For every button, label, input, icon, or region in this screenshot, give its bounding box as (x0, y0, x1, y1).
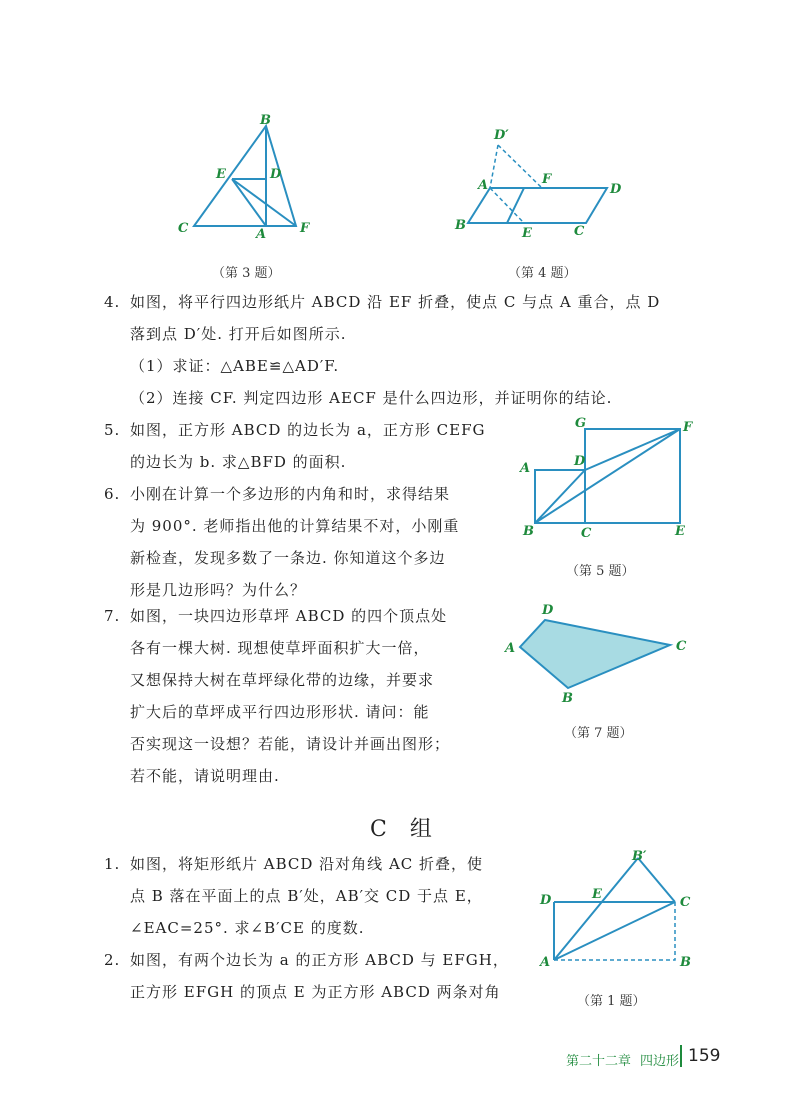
fig5-label-E: E (675, 524, 685, 539)
problem-4 (104, 286, 660, 414)
footer-chapter: 第二十二章 (566, 1054, 632, 1069)
fig7-label-D: D (542, 603, 554, 618)
fig4-label-B: B (455, 218, 466, 233)
fig3-label-D: D (270, 167, 282, 182)
problem-6 (104, 478, 459, 606)
problem-6-line2: 为 900°. 老师指出他的计算结果不对，小刚重 (130, 517, 460, 535)
problem-7-number: 7. (104, 607, 121, 625)
fig4-label-E: E (522, 226, 532, 241)
fig5-label-F: F (683, 420, 693, 435)
c-problem-2-number: 2. (104, 951, 121, 969)
footer-title: 四边形 (640, 1054, 680, 1069)
figure-3-diagram (170, 112, 320, 242)
fig3-label-C: C (178, 221, 189, 236)
fig5-label-G: G (575, 416, 587, 431)
problem-4-line1: 如图，将平行四边形纸片 ABCD 沿 EF 折叠，使点 C 与点 A 重合，点 D (130, 293, 661, 311)
figc1-label-B: B (680, 955, 691, 970)
fig5-label-B: B (523, 524, 534, 539)
figc1-label-D: D (540, 893, 552, 908)
fig4-label-Dprime: D′ (494, 128, 509, 143)
fig7-label-C: C (676, 639, 687, 654)
problem-7-line6: 若不能，请说明理由. (130, 767, 280, 785)
fig4-label-C: C (574, 224, 585, 239)
problem-7-line5: 否实现这一设想？若能，请设计并画出图形； (130, 735, 451, 753)
figure-c1-caption: （第 1 题） (577, 994, 646, 1009)
c-problem-2 (104, 944, 509, 1008)
c-problem-1-number: 1. (104, 855, 121, 873)
problem-5-line2: 的边长为 b. 求△BFD 的面积. (130, 453, 347, 471)
problem-5-number: 5. (104, 421, 121, 439)
c-problem-1-line1: 如图，将矩形纸片 ABCD 沿对角线 AC 折叠，使 (130, 855, 484, 873)
problem-5 (104, 414, 485, 478)
problem-7-line4: 扩大后的草坪成平行四边形形状. 请问：能 (130, 703, 430, 721)
figure-5-diagram (515, 415, 700, 540)
figc1-label-Bprime: B′ (632, 849, 647, 864)
figure-5-caption: （第 5 题） (566, 564, 635, 579)
figure-7-caption: （第 7 题） (564, 726, 633, 741)
fig4-label-F: F (542, 172, 552, 187)
page-number: 159 (688, 1046, 721, 1066)
problem-4-sub2: （2）连接 CF. 判定四边形 AECF 是什么四边形，并证明你的结论. (130, 389, 613, 407)
section-c-title: C 组 (370, 817, 440, 842)
c-problem-1-line3: ∠EAC=25°. 求∠B′CE 的度数. (130, 919, 365, 937)
fig5-label-D: D (574, 454, 586, 469)
problem-5-line1: 如图，正方形 ABCD 的边长为 a，正方形 CEFG (130, 421, 486, 439)
problem-7 (104, 600, 450, 792)
figc1-label-C: C (680, 895, 691, 910)
problem-6-line3: 新检查，发现多数了一条边. 你知道这个多边 (130, 549, 446, 567)
problem-4-number: 4. (104, 293, 121, 311)
fig7-label-A: A (505, 641, 516, 656)
c-problem-2-line2: 正方形 EFGH 的顶点 E 为正方形 ABCD 两条对角 (130, 983, 501, 1001)
lawn-quadrilateral (520, 620, 670, 688)
fig4-label-D: D (610, 182, 622, 197)
fig7-label-B: B (562, 691, 573, 706)
fig3-label-E: E (216, 167, 226, 182)
figc1-label-E: E (592, 887, 602, 902)
problem-6-number: 6. (104, 485, 121, 503)
figc1-label-A: A (540, 955, 551, 970)
problem-4-sub1: （1）求证：△ABE≌△AD′F. (130, 357, 340, 375)
fig3-label-F: F (300, 221, 310, 236)
c-problem-1-line2: 点 B 落在平面上的点 B′处，AB′交 CD 于点 E， (130, 887, 483, 905)
problem-7-line2: 各有一棵大树. 现想使草坪面积扩大一倍， (130, 639, 430, 657)
fig5-label-A: A (520, 461, 531, 476)
fig3-label-A: A (256, 227, 267, 242)
figure-c1-diagram (540, 848, 700, 973)
c-problem-1 (104, 848, 483, 944)
problem-6-line4: 形是几边形吗？为什么？ (130, 581, 307, 599)
figure-4-diagram (450, 125, 630, 241)
figure-3-caption: （第 3 题） (212, 266, 281, 281)
problem-7-line3: 又想保持大树在草坪绿化带的边缘，并要求 (130, 671, 435, 689)
fig3-label-B: B (260, 113, 271, 128)
figure-7-diagram (500, 600, 700, 710)
fig4-label-A: A (478, 178, 489, 193)
figure-4-caption: （第 4 题） (508, 266, 577, 281)
problem-6-line1: 小刚在计算一个多边形的内角和时，求得结果 (130, 485, 451, 503)
problem-7-line1: 如图，一块四边形草坪 ABCD 的四个顶点处 (130, 607, 448, 625)
fig5-label-C: C (581, 526, 592, 541)
problem-4-line2: 落到点 D′处. 打开后如图所示. (130, 325, 347, 343)
c-problem-2-line1: 如图，有两个边长为 a 的正方形 ABCD 与 EFGH， (130, 951, 509, 969)
footer-divider (680, 1045, 682, 1067)
